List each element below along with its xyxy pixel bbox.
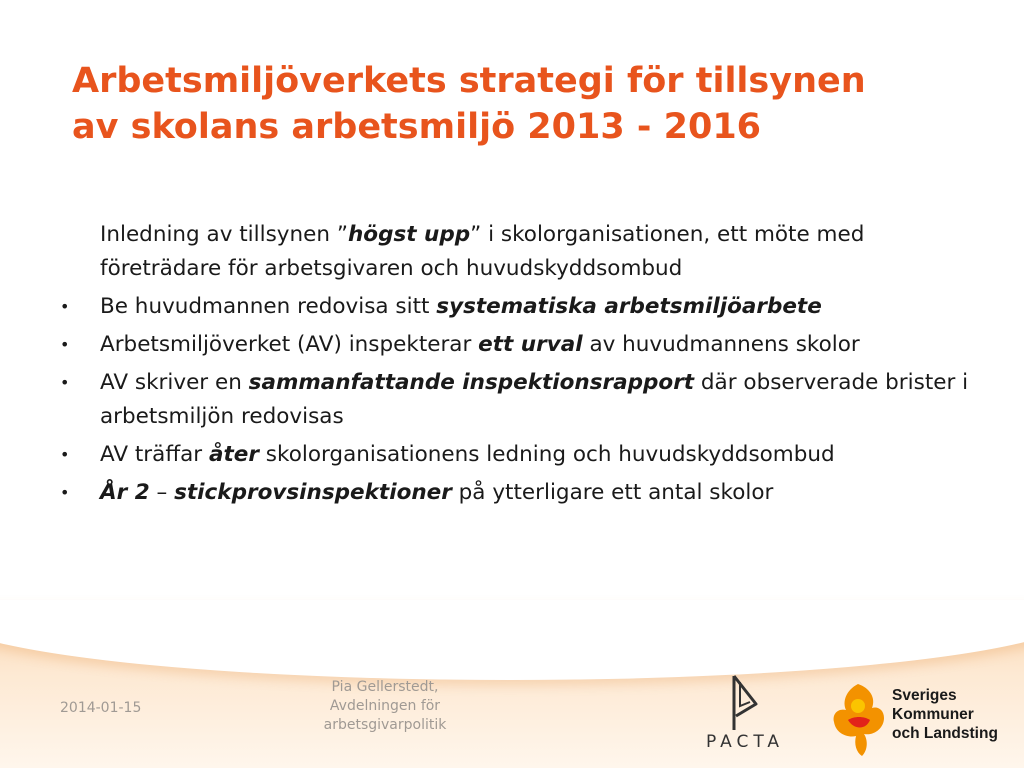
skl-line-1: Sveriges [892,687,957,704]
intro-text-1: Inledning av tillsynen ” [100,222,348,247]
intro-paragraph [60,218,970,286]
bullet-dot: • [60,483,70,502]
author-line-3: arbetsgivarpolitik [323,717,447,733]
skl-figure-icon [828,680,890,760]
title-line-2: av skolans arbetsmiljö 2013 - 2016 [72,107,762,147]
slide-body [60,218,970,514]
footer-author [300,678,470,735]
skl-logo [828,680,1018,760]
bullet-text: Arbetsmiljöverket (AV) inspekterar [100,332,479,357]
intro-text-2: ” i skolorganisationen, ett möte med företrädare för arbetsgivaren och huvudskyddsombud [100,222,865,281]
bullet-emphasis: systematiska arbetsmiljöarbete [436,294,822,319]
bullet-dot: • [60,373,70,392]
bullet-dot: • [60,445,70,464]
slide-title [72,58,992,150]
author-line-1: Pia Gellerstedt, [331,679,439,695]
skl-wordmark [892,686,998,743]
bullet-text: skolorganisationens ledning och huvudskyddsombud [258,442,835,467]
footer-date: 2014-01-15 [60,700,142,716]
bullet-emphasis: ett urval [478,332,583,357]
bullet-dot: • [60,335,70,354]
intro-emphasis: högst upp [348,222,471,247]
author-line-2: Avdelningen för [329,698,441,714]
pacta-mark-icon [690,672,800,732]
bullet-text: på ytterligare ett antal skolor [451,480,774,505]
bullet-text: AV träffar [100,442,209,467]
bullet-emphasis: åter [208,442,259,467]
title-line-1: Arbetsmiljöverkets strategi för tillsynen [72,61,866,101]
bullet-text: Be huvudmannen redovisa sitt [100,294,437,319]
skl-line-2: Kommuner [892,706,974,723]
bullet-text: AV skriver en [100,370,249,395]
bullet-item [60,366,970,434]
bullet-text: – [149,480,175,505]
skl-line-3: och Landsting [892,725,998,742]
bullet-emphasis: stickprovsinspektioner [174,480,452,505]
bullet-emphasis: År 2 [100,480,150,505]
pacta-wordmark: PACTA [705,732,785,752]
bullet-text: där observerade brister i arbetsmiljön redovisas [100,370,969,429]
bullet-item [60,438,970,472]
bullet-item [60,328,970,362]
bullet-emphasis: sammanfattande inspektionsrapport [248,370,695,395]
bullet-item [60,290,970,324]
bullet-item [60,476,970,510]
bullet-dot: • [60,297,70,316]
bullet-text: av huvudmannens skolor [582,332,860,357]
pacta-logo [690,672,800,754]
